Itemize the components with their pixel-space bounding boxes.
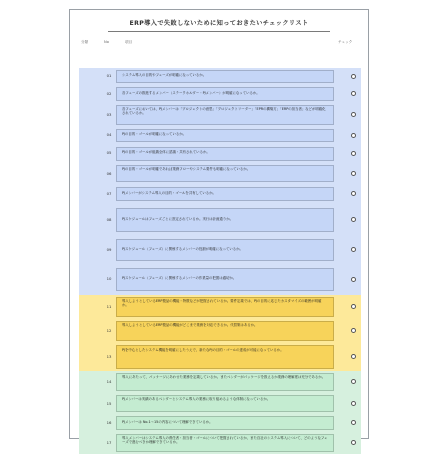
row-number: 07 bbox=[106, 191, 112, 196]
header-category: 分類 bbox=[81, 40, 89, 44]
check-circle[interactable] bbox=[351, 328, 356, 333]
row-text: PJスケジュールはフェーズごとに設定されているか。実行は計画通りか。 bbox=[122, 217, 233, 221]
table-row bbox=[79, 393, 361, 414]
row-text: 導入しようとしているERP製品の機能がどこまで業務を対応できるか。代替策はあるか。 bbox=[122, 323, 258, 327]
check-circle[interactable] bbox=[351, 401, 356, 406]
check-circle[interactable] bbox=[351, 420, 356, 425]
row-text: PJメンバーは No.1〜15の内容について理解できているか。 bbox=[122, 420, 213, 424]
row-number: 11 bbox=[106, 304, 112, 309]
row-text: PJメンバーがシステム導入の目的・ゴールを共有しているか。 bbox=[122, 191, 216, 195]
row-number: 05 bbox=[106, 150, 112, 155]
row-text: PJメンバーは実績のあるベンダーとシステム導入の業務に取り組めるような体制になっているか。 bbox=[122, 397, 271, 401]
row-text: PJスケジュール（フェーズ）に関係するメンバーの役割が明確になっているか。 bbox=[122, 247, 243, 251]
check-circle[interactable] bbox=[351, 133, 356, 138]
row-number: 01 bbox=[106, 73, 112, 78]
row-number: 06 bbox=[106, 171, 112, 176]
table-row bbox=[79, 163, 361, 184]
row-text: 各フェーズにおいては、PJメンバーは「プロジェクトの意思」「プロジェクトリーダー」「EPRの構築方」「ERPの担当者」などが明確化されているか。 bbox=[122, 107, 326, 116]
row-text: PJの目的・ゴールが明確であれば業務フローやシステム要件も明確になっているか。 bbox=[122, 167, 251, 171]
row-number: 04 bbox=[106, 132, 112, 137]
row-number: 13 bbox=[106, 354, 112, 359]
table-row bbox=[79, 68, 361, 85]
check-circle[interactable] bbox=[351, 74, 356, 79]
checklist-document bbox=[69, 9, 369, 445]
row-number: 02 bbox=[106, 91, 112, 96]
row-text: PJを中心としたシステム機能を明確にしたうえで、新たなPJの目的・ゴールの達成が可能になっているか。 bbox=[122, 348, 284, 352]
row-number: 09 bbox=[106, 247, 112, 252]
check-circle[interactable] bbox=[351, 112, 356, 117]
check-circle[interactable] bbox=[351, 304, 356, 309]
row-number: 10 bbox=[106, 276, 112, 281]
check-circle[interactable] bbox=[351, 379, 356, 384]
document-title: ERP導入で失敗しないために知っておきたいチェックリスト bbox=[129, 20, 309, 27]
row-number: 14 bbox=[106, 379, 112, 384]
row-text: PJスケジュール（フェーズ）に関係するメンバーの作業量の把握は適切か。 bbox=[122, 276, 237, 280]
table-row bbox=[79, 295, 361, 319]
check-circle[interactable] bbox=[351, 277, 356, 282]
row-text: システム導入の目的やフェーズが明確になっているか。 bbox=[122, 73, 207, 77]
row-text: 導入メンバーはシステム導入の責任者・担当者・ゴールについて把握されているか、また自社のシステム導入について、どのようなフェーズで進むべきか理解できているか。 bbox=[122, 436, 328, 445]
table-row bbox=[79, 236, 361, 264]
title-underline bbox=[108, 31, 330, 32]
row-text: 導入しようとしているERP製品の機能・特徴などが把握されているか。要件定義では、PJの目的に応じたカスタマイズの範囲が明確か。 bbox=[122, 299, 322, 308]
check-circle[interactable] bbox=[351, 191, 356, 196]
table-row bbox=[79, 127, 361, 144]
row-text: PJの目的・ゴールが明確になっているか。 bbox=[122, 132, 187, 136]
row-number: 15 bbox=[106, 401, 112, 406]
row-number: 16 bbox=[106, 420, 112, 425]
table-row bbox=[79, 144, 361, 163]
row-number: 03 bbox=[106, 112, 112, 117]
table-row bbox=[79, 371, 361, 393]
row-text: 各フェーズの推進するメンバー（ステークホルダー・PJメンバー）が明確になっているか。 bbox=[122, 91, 260, 95]
check-circle[interactable] bbox=[351, 354, 356, 359]
row-number: 12 bbox=[106, 328, 112, 333]
header-check: チェック bbox=[338, 40, 353, 44]
table-row bbox=[79, 184, 361, 204]
table-row bbox=[79, 204, 361, 236]
row-text: PJの目的・ゴールが組織全体に認識・共有されているか。 bbox=[122, 150, 210, 154]
header-number: No bbox=[104, 40, 109, 44]
table-row bbox=[79, 85, 361, 103]
check-circle[interactable] bbox=[351, 440, 356, 445]
check-circle[interactable] bbox=[351, 171, 356, 176]
check-circle[interactable] bbox=[351, 247, 356, 252]
check-circle[interactable] bbox=[351, 151, 356, 156]
table-row bbox=[79, 343, 361, 371]
table-row bbox=[79, 264, 361, 295]
header-item: 項目 bbox=[125, 40, 133, 44]
table-row bbox=[79, 103, 361, 127]
table-row bbox=[79, 414, 361, 432]
row-text: 導入にあたって、パッケージにあわせた業務を定義しているか。またベンダーがパッケージを扱えるか業務の理解度は充分であるか。 bbox=[122, 375, 326, 379]
table-row bbox=[79, 432, 361, 454]
check-circle[interactable] bbox=[351, 217, 356, 222]
row-number: 17 bbox=[106, 440, 112, 445]
check-circle[interactable] bbox=[351, 91, 356, 96]
row-number: 08 bbox=[106, 217, 112, 222]
table-row bbox=[79, 319, 361, 343]
